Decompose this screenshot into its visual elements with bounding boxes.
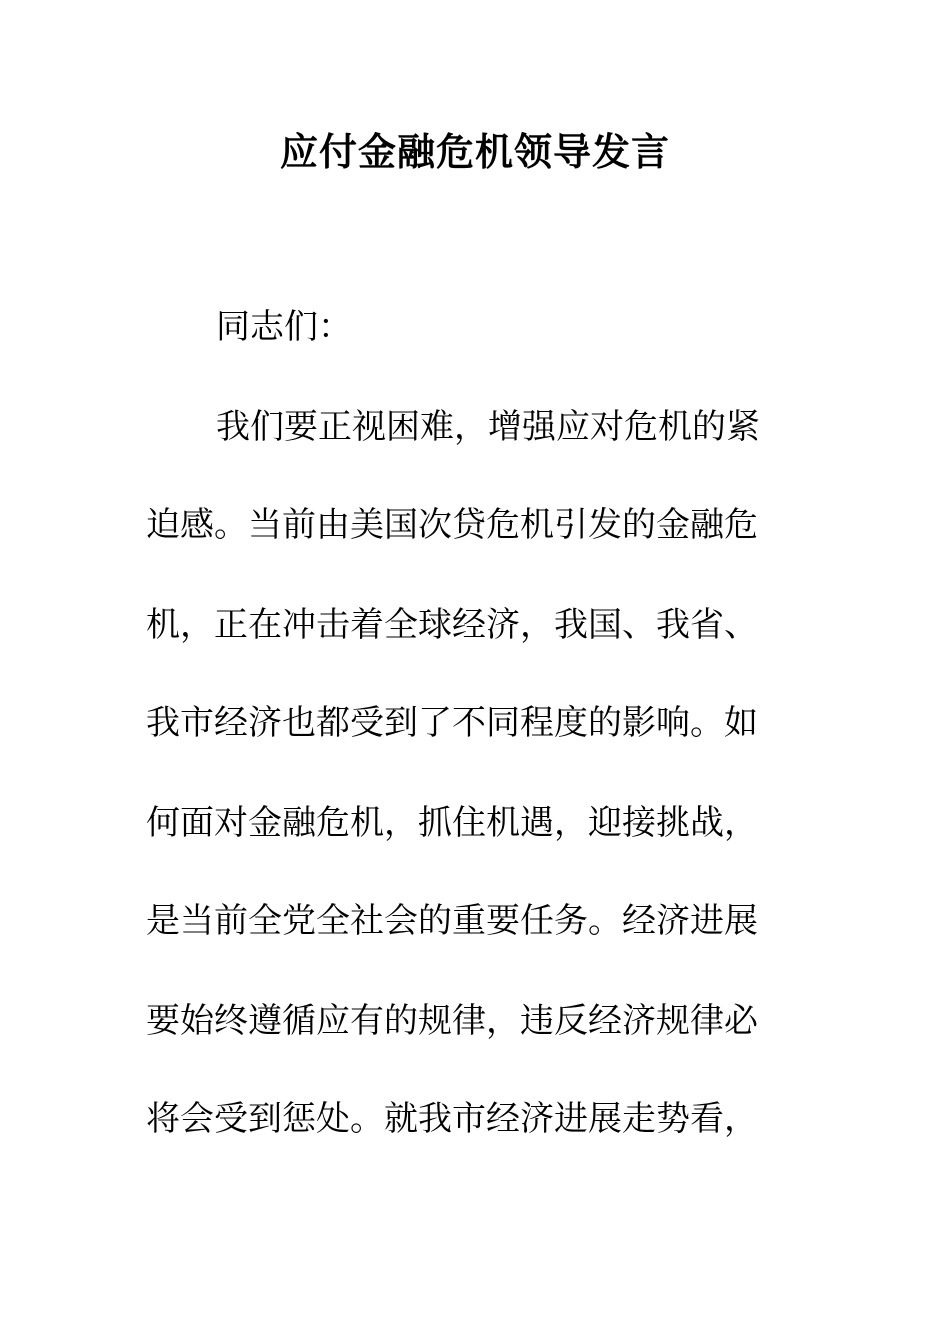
- body-line-8: 将会受到惩处。就我市经济进展走势看，: [146, 1099, 758, 1139]
- salutation: 同志们：: [216, 307, 352, 347]
- body-line-5: 何面对金融危机，抓住机遇，迎接挑战，: [146, 803, 758, 843]
- body-line-4: 我市经济也都受到了不同程度的影响。如: [146, 703, 758, 743]
- body-line-1: 我们要正视困难，增强应对危机的紧: [216, 407, 760, 447]
- body-line-6: 是当前全党全社会的重要任务。经济进展: [146, 901, 758, 941]
- body-line-3: 机，正在冲击着全球经济，我国、我省、: [146, 605, 758, 645]
- document-title: 应付金融危机领导发言: [279, 130, 670, 174]
- body-line-7: 要始终遵循应有的规律，违反经济规律必: [146, 1001, 758, 1041]
- body-line-2: 迫感。当前由美国次贷危机引发的金融危: [146, 505, 758, 545]
